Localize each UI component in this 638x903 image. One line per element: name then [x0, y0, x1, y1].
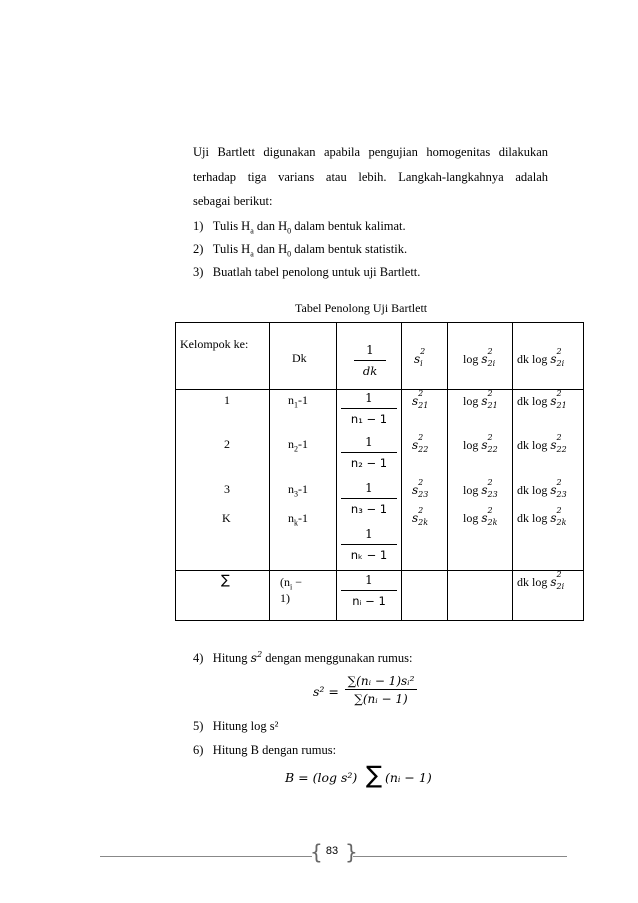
header-s2-base: s: [414, 352, 421, 366]
row-k-kelompok: K: [222, 511, 231, 525]
page-number: 83: [325, 845, 339, 857]
step-1-text-b: dan H: [253, 219, 288, 233]
step-3-number: 3): [193, 265, 204, 279]
step-6-text: Hitung B dengan rumus:: [212, 743, 337, 757]
header-dklog-sub: 2i: [556, 359, 565, 368]
header-s2: [414, 347, 426, 368]
formula-b-rhs: (nᵢ − 1): [385, 770, 432, 785]
step-1: [193, 219, 406, 236]
intro-line-2: terhadap tiga varians atau lebih. Langkah-langkahnya adalah: [193, 170, 548, 184]
step-6-number: 6): [193, 743, 204, 757]
header-kelompok: Kelompok ke:: [180, 337, 249, 351]
table-total-divider: [175, 570, 584, 571]
table-border-top: [175, 322, 584, 323]
table-col-line-1: [269, 322, 270, 621]
header-s2-sup: 2: [420, 347, 426, 356]
row-1-log: log s 2 21: [463, 389, 498, 410]
header-s2-sub: i: [420, 359, 423, 368]
table-col-line-2: [336, 322, 337, 621]
row-k-s2: s 2 2k: [412, 506, 429, 527]
step-4-text-a: Hitung: [212, 651, 251, 665]
header-log: [463, 347, 496, 368]
table-col-line-3: [401, 322, 402, 621]
row-1-dk: $n_1-1$: [288, 393, 308, 410]
header-dklog-base: s: [550, 352, 557, 366]
row-3-dk: $n_3-1$: [288, 482, 308, 499]
step-2-number: 2): [193, 242, 204, 256]
step-2-sub-0: 0: [287, 249, 292, 259]
step-2-text-c: dalam bentuk statistik.: [291, 242, 408, 256]
bartlett-table: [175, 322, 584, 621]
row-2-dk: $n_2-1$: [288, 437, 308, 454]
header-log-prefix: log: [463, 352, 482, 366]
formula-b-lhs: B = (log s²): [285, 770, 358, 785]
step-1-sub-0: 0: [287, 226, 292, 236]
step-1-text: Tulis H: [212, 219, 251, 233]
table-header-divider: [175, 389, 584, 390]
header-inv-dk-den: dk: [362, 364, 378, 378]
row-k-dklog: dk log s 2 2k: [517, 506, 567, 527]
formula-s2-fraction: [345, 675, 417, 705]
row-2-s2: s 2 22: [412, 433, 429, 454]
row-1-inv-dk: 1 n₁ − 1: [341, 392, 397, 426]
table-col-line-4: [447, 322, 448, 621]
table-caption: Tabel Penolong Uji Bartlett: [295, 301, 428, 315]
step-1-sub-a: a: [250, 226, 254, 236]
row-2-kelompok: 2: [224, 437, 230, 451]
row-3-dklog: dk log s 2 23: [517, 478, 567, 499]
row-3-s2: s 2 23: [412, 478, 429, 499]
step-1-text-c: dalam bentuk kalimat.: [291, 219, 406, 233]
header-inv-dk: [354, 344, 386, 378]
table-col-line-0: [175, 322, 176, 621]
header-log-base: s: [481, 352, 488, 366]
row-1-s2: s 2 21: [412, 389, 429, 410]
row-k-inv-dk: 1 nₖ − 1: [341, 528, 397, 562]
header-dklog-sup: 2: [556, 347, 562, 356]
step-3-text: Buatlah tabel penolong untuk uji Bartlett.: [212, 265, 421, 279]
step-1-number: 1): [193, 219, 204, 233]
row-2-inv-dk: 1 n₂ − 1: [341, 436, 397, 470]
header-log-sup: 2: [487, 347, 493, 356]
footer-bracket-right-icon: }: [345, 840, 358, 864]
row-3-inv-dk: 1 n₃ − 1: [341, 482, 397, 516]
total-dk: ($n_i$ − 1): [280, 575, 303, 606]
row-1-dklog: dk log s 2 21: [517, 389, 567, 410]
step-4-number: 4): [193, 651, 204, 665]
intro-line-3: sebagai berikut:: [193, 194, 273, 208]
step-6: [193, 744, 336, 757]
row-3-log: log s 2 23: [463, 478, 498, 499]
step-5-number: 5): [193, 719, 204, 733]
step-5-text: Hitung log s²: [212, 719, 279, 733]
step-2-sub-a: a: [250, 249, 254, 259]
header-dklog: [517, 347, 565, 368]
formula-s2-den: ∑(nᵢ − 1): [354, 692, 408, 706]
step-4: [193, 649, 413, 665]
intro-line-1: Uji Bartlett digunakan apabila pengujian homogenitas dilakukan: [193, 145, 548, 159]
row-2-log: log s 2 22: [463, 433, 498, 454]
header-inv-dk-num: 1: [366, 343, 374, 357]
row-k-dk: $n_k-1$: [288, 511, 308, 528]
step-3: [193, 266, 420, 279]
footer-rule-left: [100, 856, 312, 857]
table-col-line-6: [583, 322, 584, 621]
header-dk: Dk: [292, 351, 307, 365]
formula-s2-lhs: s² =: [313, 684, 339, 699]
total-inv-dk: 1 nᵢ − 1: [341, 574, 397, 608]
row-3-kelompok: 3: [224, 482, 230, 496]
total-dklog: dk log s 2 2i: [517, 570, 565, 591]
step-2: [193, 242, 408, 259]
table-border-bottom: [175, 620, 584, 621]
formula-b-sigma: ∑: [366, 761, 383, 789]
step-5: [193, 720, 278, 733]
formula-s2-num: ∑(nᵢ − 1)sᵢ²: [347, 674, 415, 688]
step-4-text-b: dengan menggunakan rumus:: [262, 651, 413, 665]
total-sigma: ∑: [221, 573, 230, 588]
step-2-text: Tulis H: [212, 242, 251, 256]
row-1-kelompok: 1: [224, 393, 230, 407]
header-log-sub: 2i: [487, 359, 496, 368]
footer-bracket-left-icon: {: [310, 840, 323, 864]
row-k-log: log s 2 2k: [463, 506, 498, 527]
header-dklog-prefix: dk log: [517, 352, 551, 366]
footer-rule-right: [353, 856, 567, 857]
step-4-symbol: $s^2$: [250, 649, 263, 665]
table-col-line-5: [512, 322, 513, 621]
step-2-text-b: dan H: [253, 242, 288, 256]
row-2-dklog: dk log s 2 22: [517, 433, 567, 454]
